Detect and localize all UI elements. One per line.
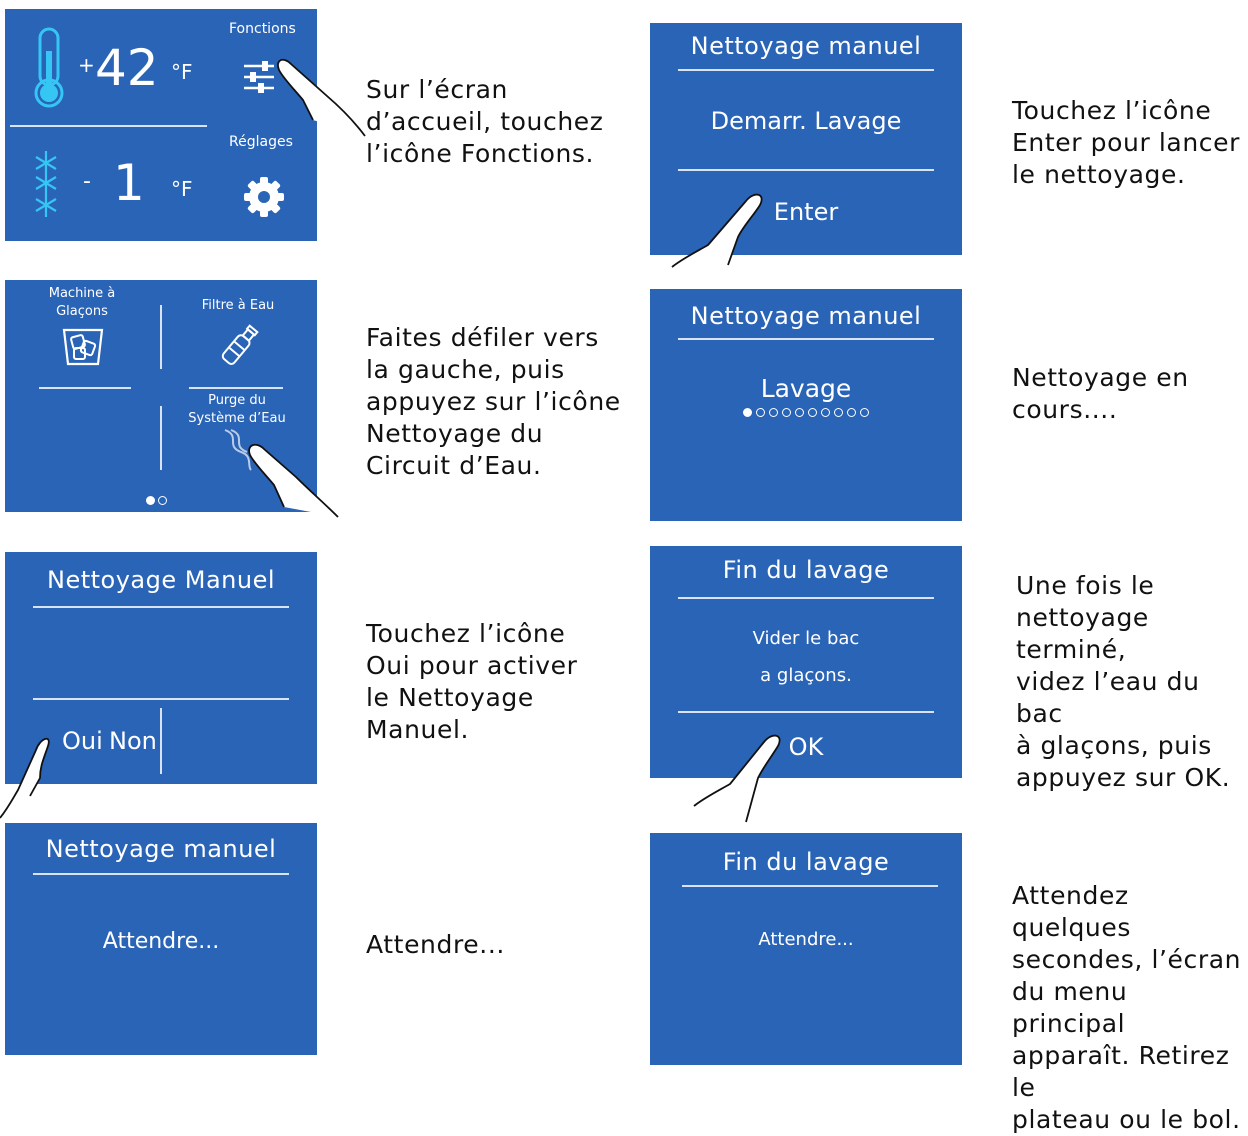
no-button[interactable]: Non — [109, 727, 157, 755]
gear-icon[interactable] — [242, 175, 286, 219]
wait-message: Attendre... — [102, 929, 220, 954]
divider — [33, 606, 289, 608]
washing-screen — [650, 289, 962, 521]
fridge-temp-sign: + — [78, 53, 95, 77]
settings-label: Réglages — [229, 134, 293, 150]
divider — [160, 406, 162, 470]
yes-button[interactable]: Oui — [62, 727, 103, 755]
progress-dot — [821, 408, 830, 417]
divider — [33, 698, 289, 700]
step2-caption: Faites défiler vers la gauche, puis appuyez sur l’icône Nettoyage du Circuit d’Eau. — [366, 323, 621, 480]
step8-caption: Attendez quelques secondes, l’écran du menu principal apparaît. Retirez le plateau ou le bol. — [1012, 881, 1242, 1134]
step3-caption: Touchez l’icône Oui pour activer le Nettoyage Manuel. — [366, 619, 578, 744]
progress-dot — [847, 408, 856, 417]
progress-dot — [782, 408, 791, 417]
pointing-hand-icon — [668, 183, 768, 283]
divider — [10, 125, 207, 127]
progress-dot — [808, 408, 817, 417]
divider — [39, 387, 131, 389]
pointing-hand-icon — [265, 48, 375, 158]
thermometer-icon — [29, 27, 69, 109]
fridge-temp-unit: °F — [171, 60, 193, 84]
pointing-hand-icon — [238, 433, 348, 533]
divider — [678, 69, 934, 71]
progress-dot — [834, 408, 843, 417]
water-filter-label: Filtre à Eau — [201, 298, 275, 313]
divider — [678, 338, 934, 340]
page-indicator — [158, 496, 167, 505]
step4-caption: Attendre... — [366, 930, 505, 959]
enter-button[interactable]: Enter — [773, 198, 839, 226]
ice-maker-label: Machine à Glaçons — [48, 286, 116, 319]
start-wash-message: Demarr. Lavage — [710, 107, 902, 135]
ice-cube-icon[interactable] — [60, 326, 106, 368]
snowflake-icon — [31, 149, 61, 219]
pointing-hand-icon — [690, 722, 790, 832]
freezer-temp-sign: - — [83, 169, 91, 194]
wait-message: Attendre... — [758, 929, 854, 950]
divider — [33, 873, 289, 875]
step1-caption: Sur l’écran d’accueil, touchez l’icône Fonctions. — [366, 75, 604, 168]
freezer-temp-unit: °F — [171, 177, 193, 201]
divider — [678, 711, 934, 713]
step6-caption: Nettoyage en cours.... — [1012, 363, 1189, 424]
manual-cleaning-wait-screen — [5, 823, 317, 1055]
divider — [682, 885, 938, 887]
progress-dot — [795, 408, 804, 417]
progress-dot — [860, 408, 869, 417]
ok-button[interactable]: OK — [788, 733, 824, 761]
progress-dots — [650, 408, 962, 417]
step7-caption: Une fois le nettoyage terminé, videz l’eau du bac à glaçons, puis appuyez sur OK. — [1016, 571, 1231, 792]
water-bottle-icon[interactable] — [217, 322, 263, 368]
page-indicator-active — [146, 496, 155, 505]
empty-tray-message-line1: Vider le bac — [752, 628, 860, 649]
divider — [678, 169, 934, 171]
screen-title: Nettoyage Manuel — [46, 566, 276, 594]
water-purge-label: Purge du Système d’Eau — [188, 393, 286, 426]
step5-caption: Touchez l’icône Enter pour lancer le nettoyage. — [1012, 96, 1240, 189]
screen-title: Nettoyage manuel — [45, 835, 277, 863]
divider — [160, 708, 162, 774]
screen-title: Fin du lavage — [722, 848, 890, 876]
empty-tray-message-line2: a glaçons. — [760, 665, 852, 686]
progress-dot — [769, 408, 778, 417]
screen-title: Fin du lavage — [722, 556, 890, 584]
end-wash-wait-screen — [650, 833, 962, 1065]
divider — [189, 387, 283, 389]
functions-label: Fonctions — [229, 21, 296, 37]
freezer-temperature: 1 — [113, 154, 145, 212]
screen-title: Nettoyage manuel — [690, 302, 922, 330]
screen-title: Nettoyage manuel — [690, 32, 922, 60]
divider — [160, 305, 162, 369]
washing-message: Lavage — [760, 374, 852, 403]
progress-dot — [756, 408, 765, 417]
fridge-temperature: 42 — [95, 39, 159, 97]
pointing-hand-icon — [0, 726, 60, 826]
divider — [678, 597, 934, 599]
progress-dot-filled — [743, 408, 752, 417]
